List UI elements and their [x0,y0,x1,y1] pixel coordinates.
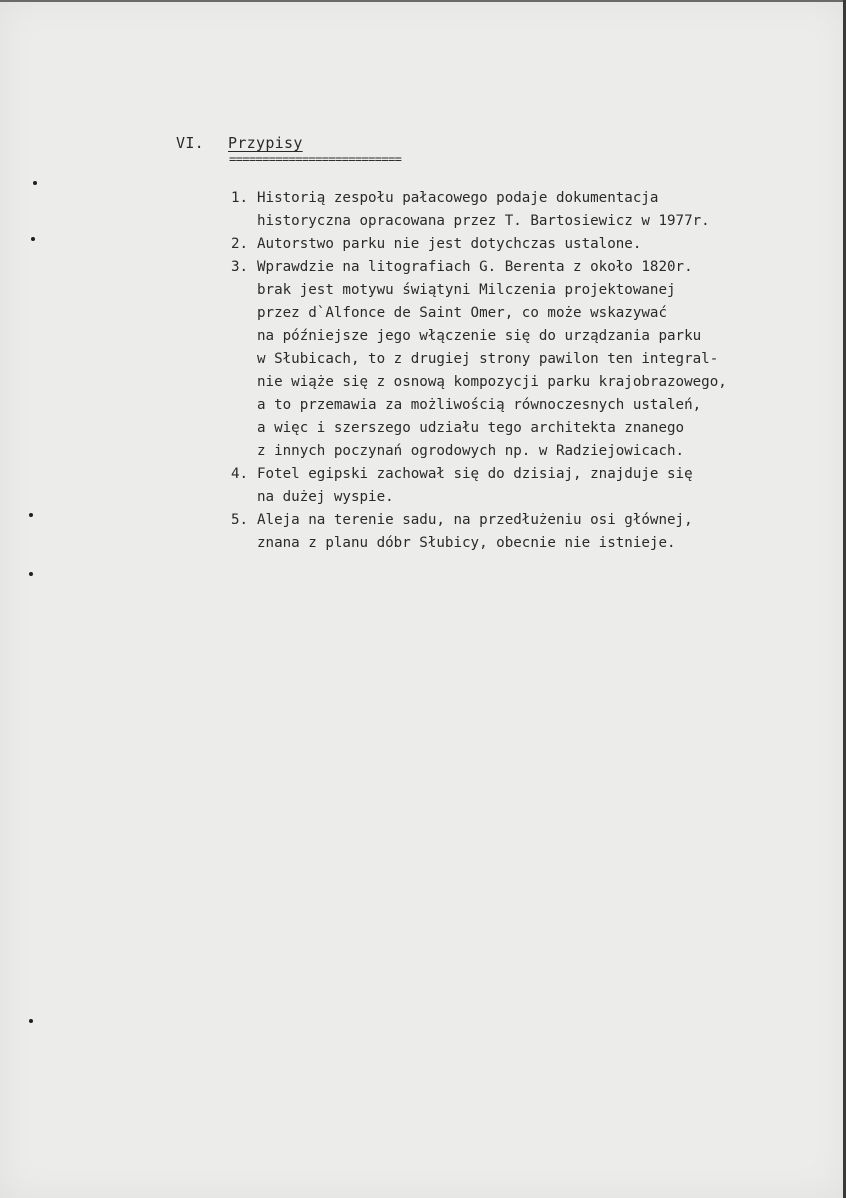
footnote-5 [231,509,843,555]
footnote-line: przez d`Alfonce de Saint Omer, co może wskazywać [257,305,667,321]
footnote-line: na dużej wyspie. [257,489,394,505]
punch-hole-mark [31,237,35,241]
punch-hole-mark [29,1019,33,1023]
footnote-line: historyczna opracowana przez T. Bartosiewicz w 1977r. [257,213,710,229]
footnote-line: w Słubicach, to z drugiej strony pawilon ten integral- [257,351,719,367]
footnote-line: nie wiąże się z osnową kompozycji parku krajobrazowego, [257,374,727,390]
page-top-edge [0,0,846,2]
footnote-number: 2. [231,236,249,252]
footnote-line: Fotel egipski zachował się do dzisiaj, znajduje się [257,466,693,482]
footnote-3 [231,256,843,463]
footnote-line: a więc i szerszego udziału tego architekta znanego [257,420,685,436]
section-heading [176,134,303,152]
punch-hole-mark [33,181,37,185]
footnote-line: znana z planu dóbr Słubicy, obecnie nie istnieje. [257,535,676,551]
footnote-line: na późniejsze jego włączenie się do urządzania parku [257,328,702,344]
footnote-2 [231,233,843,256]
heading-double-underline: ========================== [229,152,402,166]
footnote-line: Wprawdzie na litografiach G. Berenta z około 1820r. [257,259,693,275]
footnote-number: 4. [231,466,249,482]
section-number: VI. [176,134,204,152]
section-title: Przypisy [228,134,303,152]
footnotes-list [231,187,843,555]
punch-hole-mark [29,513,33,517]
footnote-line: brak jest motywu świątyni Milczenia projektowanej [257,282,676,298]
footnote-line: Autorstwo parku nie jest dotychczas ustalone. [257,236,642,252]
punch-hole-mark [29,572,33,576]
footnote-number: 5. [231,512,249,528]
footnote-1 [231,187,843,233]
footnote-line: a to przemawia za możliwością równoczesnych ustaleń, [257,397,702,413]
footnote-4 [231,463,843,509]
footnote-line: Aleja na terenie sadu, na przedłużeniu osi głównej, [257,512,693,528]
footnote-line: z innych poczynań ogrodowych np. w Radziejowicach. [257,443,685,459]
footnote-number: 1. [231,190,249,206]
footnote-number: 3. [231,259,249,275]
footnote-line: Historią zespołu pałacowego podaje dokumentacja [257,190,659,206]
